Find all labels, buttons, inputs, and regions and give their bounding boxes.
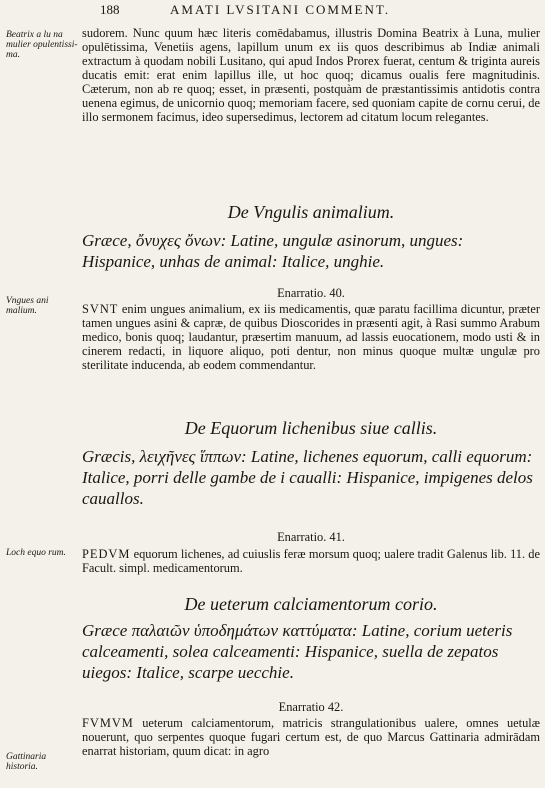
text-ungulis: SVNT enim ungues animalium, ex iis medicamentis, quæ paratu facillima dicuntur, præter tamen ungues asini & capræ, de quibus Dioscorides in præsenti agit, à Rasi summo Arabum medico, bonis quoq; laudantur, præsertim manuum, ad lassis euocationem, modo usti & in cinerem redacti, in liquore aliquo, poti dentur, non minus quoque multæ ungulæ pro sterilitate inducenda, ab eodem commendantur. [82, 302, 540, 372]
names-equorum: Græcis, λειχῆνες ἵππων: Latine, lichenes equorum, calli equorum: Italice, porri delle gambe de i caualli: Hispanice, impigenes delos cauallos. [82, 447, 533, 508]
enarratio-40: Enarratio. 40. [277, 286, 345, 300]
margin-note-beatrix: Beatrix a lu na mulier opulentissi-ma. [6, 30, 78, 60]
heading-ungulis: De Vngulis animalium. [227, 202, 395, 222]
heading-equorum: De Equorum lichenibus siue callis. [184, 418, 438, 438]
text-calciamentorum: FVMVM ueterum calciamentorum, matricis strangulationibus ualere, omnes uetulæ nouerunt, quo serpentes quoque fugari certum est, de quo Marcus Gattinaria admirādam enarrat historiam, quum dicat: in agro [82, 716, 540, 758]
enarratio-41: Enarratio. 41. [277, 530, 345, 544]
margin-note-gattinaria: Gattinaria historia. [6, 752, 47, 772]
names-calciamentorum: Græce παλαιῶν ὑποδημάτων καττύματα: Latine, corium ueteris calceamenti, solea calceamenti: Hispanice, suella de zepatos uiegos: Italice, scarpe uecchie. [82, 621, 513, 682]
running-title: AMATI LVSITANI COMMENT. [170, 2, 391, 17]
heading-calciamentorum: De ueterum calciamentorum corio. [184, 594, 438, 614]
intro-paragraph: sudorem. Nunc quum hæc literis comēdabamus, illustris Domina Beatrix à Luna, mulier opulētissima, Venetiis agens, lapillum unum ex iis quos describimus ab Indiæ animali extractum à quodam nobili Lusitano, qui apud Indos Prorex fuerat, centum & triginta aureis ducatis emit: erat enim lapillus ille, ut hoc quoq; dicamus oualis fere magnitudinis. Cæterum, non ab re quoq; esset, in præsenti, postquàm de præstantissimis antidotis contra uenena egimus, de unicornio quoq; memoriam facere, sed quoniam capite de cornu cerui, de illo sermonem facimus, ideo supersedimus, lectorem ad citatum locum relegantes. [82, 26, 540, 124]
enarratio-42: Enarratio 42. [278, 700, 344, 714]
margin-note-ungues: Vngues ani malium. [6, 296, 49, 316]
margin-note-loch: Loch equo rum. [6, 548, 66, 558]
text-equorum: PEDVM equorum lichenes, ad cuiuslis feræ morsum quoq; ualere tradit Galenus lib. 11. de Facult. simpl. medicamentorum. [82, 547, 540, 575]
names-ungulis: Græce, ὄνυχες ὄνων: Latine, ungulæ asinorum, ungues: Hispanice, unhas de animal: Italice, unghie. [82, 231, 464, 271]
page-number: 188 [100, 2, 120, 17]
